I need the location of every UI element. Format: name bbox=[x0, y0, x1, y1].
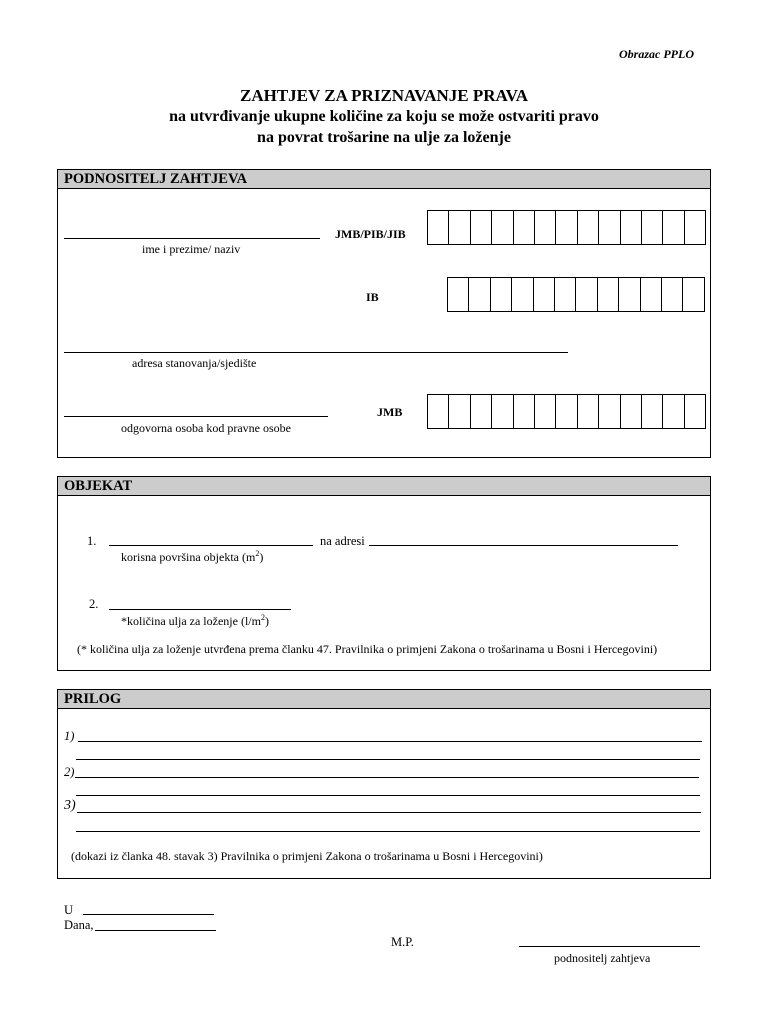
digit-box[interactable] bbox=[427, 394, 448, 429]
digit-box[interactable] bbox=[513, 210, 534, 245]
digit-box[interactable] bbox=[577, 394, 598, 429]
digit-box[interactable] bbox=[598, 210, 619, 245]
digit-box[interactable] bbox=[491, 394, 512, 429]
jmb-pib-jib-boxes[interactable] bbox=[427, 210, 706, 245]
digit-box[interactable] bbox=[662, 394, 683, 429]
digit-box[interactable] bbox=[511, 277, 532, 312]
digit-box[interactable] bbox=[618, 277, 639, 312]
digit-box[interactable] bbox=[490, 277, 511, 312]
attachment-item3-line1[interactable] bbox=[77, 812, 701, 813]
attachment-item3-number: 3) bbox=[64, 798, 76, 813]
attachment-item1-line1[interactable] bbox=[78, 741, 702, 742]
digit-box[interactable] bbox=[661, 277, 682, 312]
jmb-pib-jib-label: JMB/PIB/JIB bbox=[335, 227, 406, 241]
digit-box[interactable] bbox=[684, 210, 706, 245]
digit-box[interactable] bbox=[513, 394, 534, 429]
digit-box[interactable] bbox=[470, 210, 491, 245]
digit-box[interactable] bbox=[641, 210, 662, 245]
attachment-item2-line2[interactable] bbox=[76, 795, 700, 796]
digit-box[interactable] bbox=[534, 394, 555, 429]
digit-box[interactable] bbox=[641, 394, 662, 429]
address-field[interactable] bbox=[64, 352, 568, 353]
responsible-person-label: odgovorna osoba kod pravne osobe bbox=[121, 421, 291, 435]
responsible-person-field[interactable] bbox=[64, 416, 328, 417]
name-field-label: ime i prezime/ naziv bbox=[142, 242, 241, 256]
digit-box[interactable] bbox=[491, 210, 512, 245]
digit-box[interactable] bbox=[448, 210, 469, 245]
attachment-section-header: PRILOG bbox=[58, 690, 710, 709]
form-subtitle-line1: na utvrđivanje ukupne količine za koju se može ostvariti pravo bbox=[169, 108, 599, 125]
digit-box[interactable] bbox=[448, 394, 469, 429]
digit-box[interactable] bbox=[620, 394, 641, 429]
place-field[interactable] bbox=[83, 914, 214, 915]
digit-box[interactable] bbox=[597, 277, 618, 312]
digit-box[interactable] bbox=[533, 277, 554, 312]
attachment-item2-number: 2) bbox=[64, 765, 75, 779]
attachment-note: (dokazi iz članka 48. stavak 3) Pravilnika o primjeni Zakona o trošarinama u Bosni i Hercegovini) bbox=[71, 849, 543, 863]
object-item2-number: 2. bbox=[89, 597, 99, 611]
digit-box[interactable] bbox=[427, 210, 448, 245]
digit-box[interactable] bbox=[534, 210, 555, 245]
usable-area-label: korisna površina objekta $(m^2)$ bbox=[121, 549, 264, 564]
digit-box[interactable] bbox=[640, 277, 661, 312]
digit-box[interactable] bbox=[554, 277, 575, 312]
attachment-item3-line2[interactable] bbox=[76, 831, 700, 832]
applicant-section-header: PODNOSITELJ ZAHTJEVA bbox=[58, 170, 710, 189]
digit-box[interactable] bbox=[577, 210, 598, 245]
digit-box[interactable] bbox=[468, 277, 489, 312]
digit-box[interactable] bbox=[447, 277, 468, 312]
attachment-item1-line2[interactable] bbox=[76, 759, 700, 760]
form-title: ZAHTJEV ZA PRIZNAVANJE PRAVA bbox=[240, 86, 528, 105]
date-prefix: Dana, bbox=[64, 918, 94, 932]
usable-area-field[interactable] bbox=[109, 545, 313, 546]
object-address-field[interactable] bbox=[369, 545, 678, 546]
object-section bbox=[57, 476, 711, 671]
form-code: Obrazac PPLO bbox=[619, 47, 694, 61]
jmb-label: JMB bbox=[377, 405, 403, 419]
digit-box[interactable] bbox=[620, 210, 641, 245]
attachment-section bbox=[57, 689, 711, 879]
date-field[interactable] bbox=[95, 930, 216, 931]
signature-label: podnositelj zahtjeva bbox=[554, 951, 651, 965]
place-prefix: U bbox=[64, 903, 74, 917]
form-subtitle-line2: na povrat trošarine na ulje za loženje bbox=[257, 129, 511, 146]
digit-box[interactable] bbox=[662, 210, 683, 245]
digit-box[interactable] bbox=[598, 394, 619, 429]
digit-box[interactable] bbox=[555, 394, 576, 429]
signature-field[interactable] bbox=[519, 946, 700, 947]
name-field[interactable] bbox=[64, 238, 320, 239]
oil-quantity-label: *količina ulja za loženje $(l/m^2)$ bbox=[121, 613, 269, 628]
jmb-boxes[interactable] bbox=[427, 394, 706, 429]
digit-box[interactable] bbox=[682, 277, 704, 312]
stamp-label: M.P. bbox=[391, 935, 414, 949]
digit-box[interactable] bbox=[470, 394, 491, 429]
ib-boxes[interactable] bbox=[447, 277, 705, 312]
object-item1-number: 1. bbox=[87, 534, 97, 548]
ib-label: IB bbox=[366, 290, 379, 304]
at-address-label: na adresi bbox=[320, 534, 365, 548]
address-field-label: adresa stanovanja/sjedište bbox=[132, 356, 257, 370]
digit-box[interactable] bbox=[575, 277, 596, 312]
object-note: (* količina ulja za loženje utvrđena prema članku 47. Pravilnika o primjeni Zakona o trošarinama u Bosni i Hercegovini) bbox=[77, 642, 658, 656]
digit-box[interactable] bbox=[555, 210, 576, 245]
object-section-header: OBJEKAT bbox=[58, 477, 710, 496]
attachment-item2-line1[interactable] bbox=[75, 777, 699, 778]
oil-quantity-field[interactable] bbox=[109, 609, 291, 610]
digit-box[interactable] bbox=[684, 394, 706, 429]
applicant-section bbox=[57, 169, 711, 458]
attachment-item1-number: 1) bbox=[64, 729, 75, 743]
